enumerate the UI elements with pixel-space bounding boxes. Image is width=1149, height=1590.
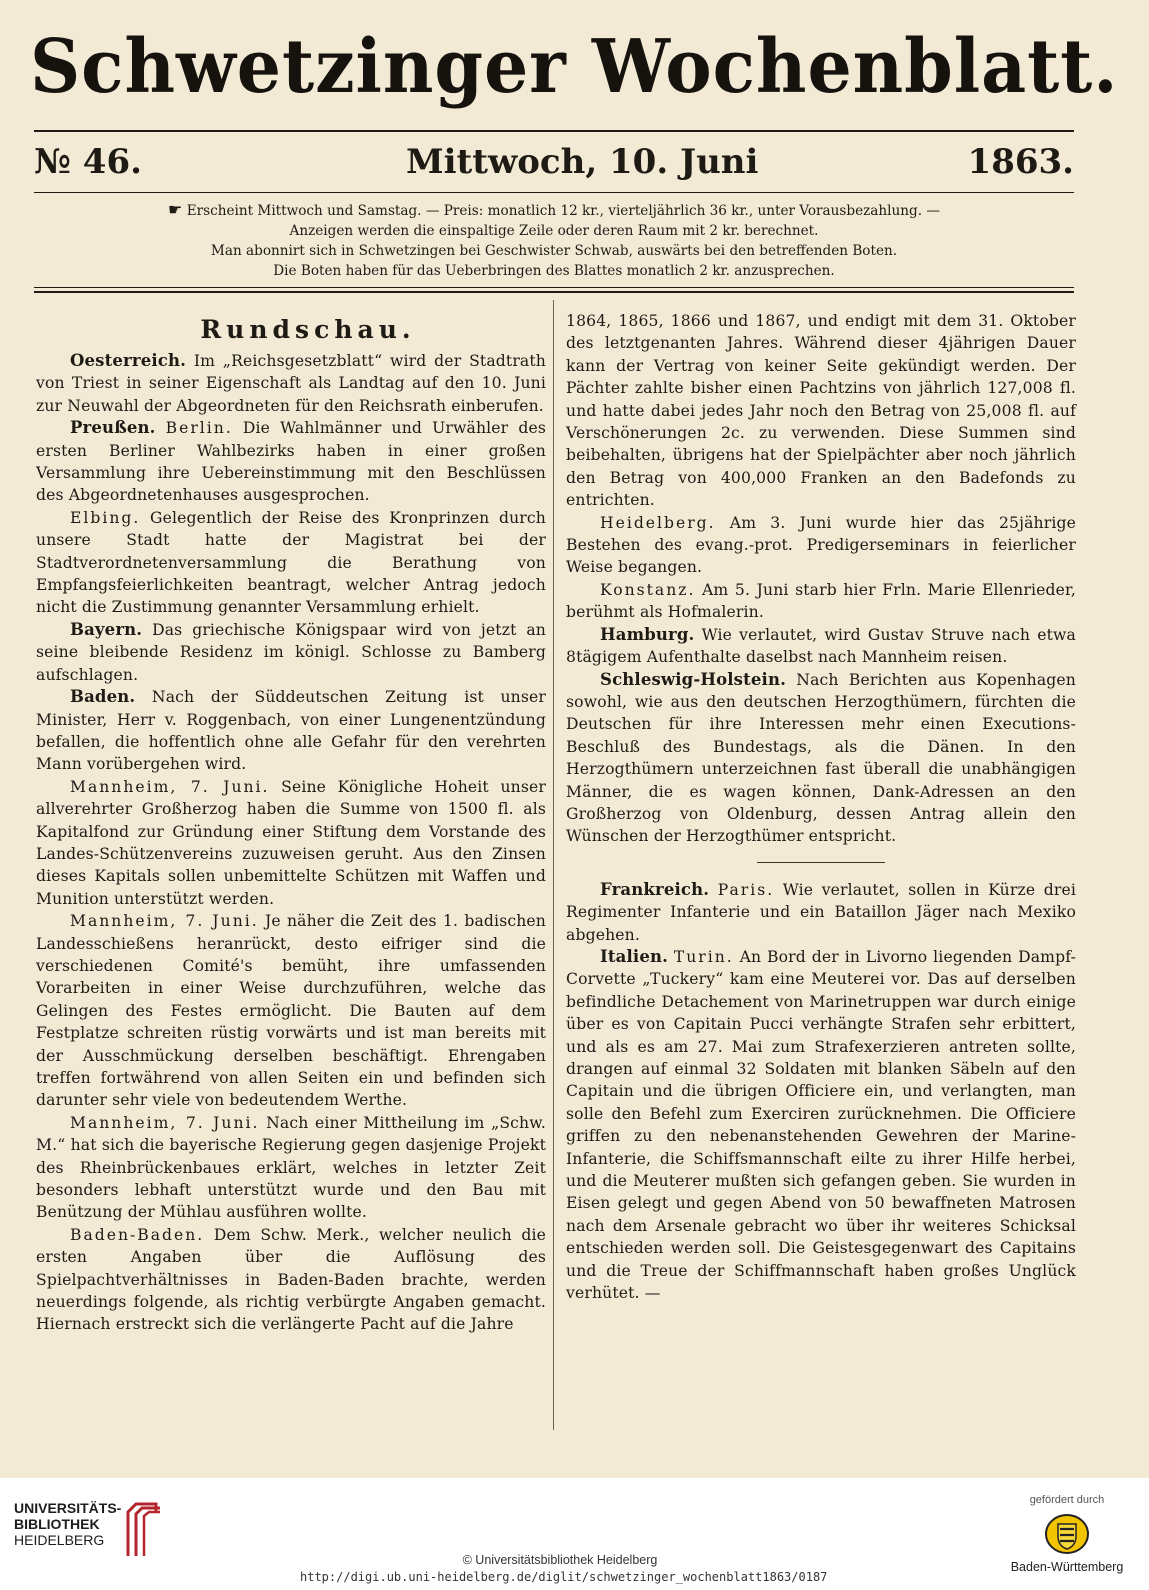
coat-of-arms-icon bbox=[1044, 1512, 1090, 1556]
masthead-title: Schwetzinger Wochenblatt. bbox=[30, 24, 1119, 110]
notice-line-3: Man abonnirt sich in Schwetzingen bei Geschwister Schwab, auswärts bei den betreffenden Boten. bbox=[210, 243, 898, 259]
paragraph bbox=[36, 686, 546, 776]
paragraph-text: Dem Schw. Merk., welcher neulich die ersten Angaben über die Auflösung des Spielpachtverhältnisses in Baden-Baden brachte, werden neuerdings folgende, als richtig verbürgte Angaben gemacht. Hiernach erstreckt sich die verlängerte Pacht auf die Jahre bbox=[36, 1225, 546, 1334]
sponsor-name: Baden-Württemberg bbox=[1010, 1560, 1124, 1574]
paragraph bbox=[566, 946, 1076, 1305]
paragraph-text: Im „Reichsgesetzblatt“ wird der Stadtrath von Triest in seiner Eigenschaft als Landtag auf den 10. Juni zur Neuwahl der Abgeordneten für den Reichsrath einberufen. bbox=[36, 352, 546, 415]
place-name: Heidelberg. bbox=[600, 513, 716, 532]
paragraph bbox=[36, 350, 546, 417]
paragraph-text: Nach einer Mittheilung im „Schw. M.“ hat sich die bayerische Regierung gegen dasjenige Projekt des Rheinbrückenbaues erklärt, welches in letzter Zeit besonders lebhaft unterstützt wurde und den Bau mit Benützung der Mühlau ausführen wollte. bbox=[36, 1113, 546, 1222]
paragraph-text: Je näher die Zeit des 1. badischen Landesschießens heranrückt, desto eifriger sind die verschiedenen Comité's bemüht, ihre umfassenden Vorarbeiten in einer Weise durchzuführen, welche das Gelingen des Festes ermöglicht. Die Bauten auf dem Festplatze schreiten rüstig vorwärts und ist man bereits mit der Ausschmückung derselben beschäftigt. Ehrengaben treffen fortwährend von allen Seiten ein und befinden sich darunter sehr viele von bedeutendem Werthe. bbox=[36, 912, 546, 1110]
paragraph-text: Nach Berichten aus Kopenhagen sowohl, wie aus den deutschen Herzogthümern, fürchten die Deutschen für ihre Interessen mehr einen Executions-Beschluß des Bundestags, als die Dänen. In den Herzogthümern unterzeichnen fast überall die unabhängigen Männer, die es wagen können, Dank-Adressen an den Großherzog von Oldenburg, dessen Antrag allein den Wünschen der Herzogthümer entspricht. bbox=[566, 670, 1076, 846]
paragraph-text: Die Wahlmänner und Urwähler des ersten Berliner Wahlbezirks haben in einer großen Versammlung ihre Uebereinstimmung mit den Beschlüssen des Abgeordnetenhauses ausgesprochen. bbox=[36, 419, 547, 505]
region-keyword: Preußen. bbox=[70, 418, 156, 438]
footer bbox=[0, 1478, 1149, 1590]
notice-rule-bottom bbox=[34, 291, 1074, 293]
paragraph bbox=[566, 512, 1076, 579]
section-divider bbox=[757, 862, 885, 863]
footer-credits bbox=[300, 1552, 828, 1586]
region-keyword: Italien. bbox=[600, 946, 669, 966]
place-name: Turin. bbox=[673, 947, 734, 966]
paragraph-text: Am 5. Juni starb hier Frln. Marie Ellenrieder, berühmt als Hofmalerin. bbox=[566, 580, 1076, 622]
library-name: UNIVERSITÄTS- BIBLIOTHEK HEIDELBERG bbox=[14, 1500, 122, 1548]
paragraph-text: 1864, 1865, 1866 und 1867, und endigt mit dem 31. Oktober des letztgenanten Jahres. Während dieser 4jährigen Dauer kann der Vertrag von keiner Seite gekündigt werden. Der Pächter zahlte bisher einen Pachtzins von jährlich 127,008 fl. und hatte dabei jedes Jahr noch den Betrag von 25,008 fl. auf Verschönerungen 2c. zu verwenden. Diese Summen sind beibehalten, übrigens hat der Spielpächter aber noch jährlich den Betrag von 400,000 Franken an den Badefonds zu entrichten. bbox=[566, 312, 1076, 510]
region-keyword: Bayern. bbox=[70, 619, 143, 639]
paragraph bbox=[36, 776, 546, 910]
issue-date: Mittwoch, 10. Juni bbox=[406, 142, 759, 182]
notice-line-1: Erscheint Mittwoch und Samstag. — Preis: monatlich 12 kr., vierteljährlich 36 kr., unter Vorausbezahlung. — bbox=[186, 203, 940, 219]
paragraph-text: Wie verlautet, wird Gustav Struve nach etwa 8tägigem Aufenthalte daselbst nach Mannheim reisen. bbox=[566, 625, 1076, 667]
notice-rule-top bbox=[34, 287, 1074, 288]
paragraph-text: Gelegentlich der Reise des Kronprinzen durch unsere Stadt hatte der Magistrat bei der Stadtverordnetenversammlung die Berathung von Empfangsfeierlichkeiten beantragt, welcher Antrag jedoch nicht die Zustimmung genannter Versammlung erhielt. bbox=[36, 508, 546, 617]
column-divider bbox=[553, 300, 554, 1430]
place-name: Konstanz. bbox=[600, 580, 696, 599]
place-name: Paris. bbox=[717, 880, 775, 899]
paragraph bbox=[566, 879, 1076, 946]
paragraph-text: An Bord der in Livorno liegenden Dampf-Corvette „Tuckery“ kam eine Meuterei vor. Das auf derselben befindliche Detachement von Marinetruppen war durch einige über es von Capitain Pucci verhängte Strafen sehr erbittert, und als es am 27. Mai zum Strafexerzieren antreten sollte, drangen auf einmal 32 Soldaten mit blanken Säbeln auf den Capitain und die übrigen Officiere ein, und verlangten, man solle den Befehl zum Exerciren zurücknehmen. Die Officiere griffen zu den nebenanstehenden Gewehren der Marine-Infanterie, die Schiffsmannschaft eilte zu ihrer Hilfe herbei, und die Meuterer mußten sich gefangen geben. Sie wurden in Eisen gelegt und gegen Abend von 50 bewaffneten Matrosen nach dem Arsenale gebracht wo über ihr weiteres Schicksal entschieden werden soll. Die Geistesgegenwart des Capitains und die Treue der Schiffmannschaft haben großes Unglück verhütet. — bbox=[566, 947, 1077, 1303]
paragraph-text: Am 3. Juni wurde hier das 25jährige Bestehen des evang.-prot. Predigerseminars in feierlicher Weise begangen. bbox=[566, 513, 1076, 577]
issue-number: № 46. bbox=[34, 142, 142, 182]
paragraph-text: Nach der Süddeutschen Zeitung ist unser Minister, Herr v. Roggenbach, von einer Lungenentzündung befallen, die hoffentlich ohne alle Gefahr für den verehrten Mann vorübergehen wird. bbox=[36, 688, 546, 774]
place-name: Berlin. bbox=[165, 419, 233, 438]
region-keyword: Frankreich. bbox=[600, 879, 710, 899]
notice-line-2: Anzeigen werden die einspaltige Zeile oder deren Raum mit 2 kr. berechnet. bbox=[289, 223, 819, 239]
paragraph-text: Wie verlautet, sollen in Kürze drei Regimenter Infanterie und ein Bataillon Jäger nach Mexiko abgehen. bbox=[566, 880, 1077, 944]
notice-line-4: Die Boten haben für das Ueberbringen des Blattes monatlich 2 kr. anzusprechen. bbox=[273, 263, 835, 279]
paragraph bbox=[36, 619, 546, 686]
paragraph bbox=[566, 669, 1076, 848]
paragraph bbox=[36, 1224, 546, 1336]
paragraph bbox=[36, 1112, 546, 1224]
place-name: Baden-Baden. bbox=[70, 1225, 205, 1244]
paragraph bbox=[566, 624, 1076, 669]
paragraph-text: Das griechische Königspaar wird von jetzt an seine bleibende Residenz im königl. Schlosse zu Bamberg aufschlagen. bbox=[36, 620, 546, 684]
place-name: Mannheim, 7. Juni. bbox=[70, 777, 270, 796]
library-mark-icon bbox=[122, 1500, 162, 1558]
subscription-notice bbox=[34, 200, 1074, 281]
pointing-hand-icon: ☛ bbox=[168, 200, 183, 219]
paragraph bbox=[36, 910, 546, 1112]
paragraph bbox=[566, 310, 1076, 512]
masthead-rule bbox=[34, 130, 1074, 132]
right-column bbox=[566, 310, 1076, 1304]
issue-line bbox=[34, 140, 1074, 188]
region-keyword: Hamburg. bbox=[600, 624, 695, 644]
issue-year: 1863. bbox=[967, 142, 1074, 182]
region-keyword: Schleswig-Holstein. bbox=[600, 669, 787, 689]
paragraph bbox=[566, 579, 1076, 624]
sponsor-logo bbox=[992, 1494, 1142, 1574]
source-link[interactable]: http://digi.ub.uni-heidelberg.de/diglit/schwetzinger_wochenblatt1863/0187 bbox=[300, 1570, 828, 1584]
place-name: Mannheim, 7. Juni. bbox=[70, 912, 259, 931]
paragraph bbox=[36, 507, 546, 619]
region-keyword: Baden. bbox=[70, 687, 136, 707]
section-heading: Rundschau. bbox=[200, 315, 416, 344]
place-name: Elbing. bbox=[70, 508, 141, 527]
sponsor-caption: gefördert durch bbox=[1029, 1494, 1105, 1506]
paragraph-text: Seine Königliche Hoheit unser allverehrter Großherzog haben die Summe von 1500 fl. als Kapitalfond zur Gründung einer Stiftung dem Vorstande des Landes-Schützenvereins zuzuweisen geruht. Aus den Zinsen dieses Kapitals sollen unbemittelte Schützen mit Waffen und Munition unterstützt werden. bbox=[36, 777, 546, 908]
left-column bbox=[36, 310, 546, 1336]
copyright-text: © Universitätsbibliothek Heidelberg bbox=[462, 1553, 658, 1567]
issue-rule bbox=[34, 192, 1074, 193]
region-keyword: Oesterreich. bbox=[70, 351, 187, 370]
place-name: Mannheim, 7. Juni. bbox=[70, 1113, 260, 1132]
paragraph bbox=[36, 417, 546, 507]
